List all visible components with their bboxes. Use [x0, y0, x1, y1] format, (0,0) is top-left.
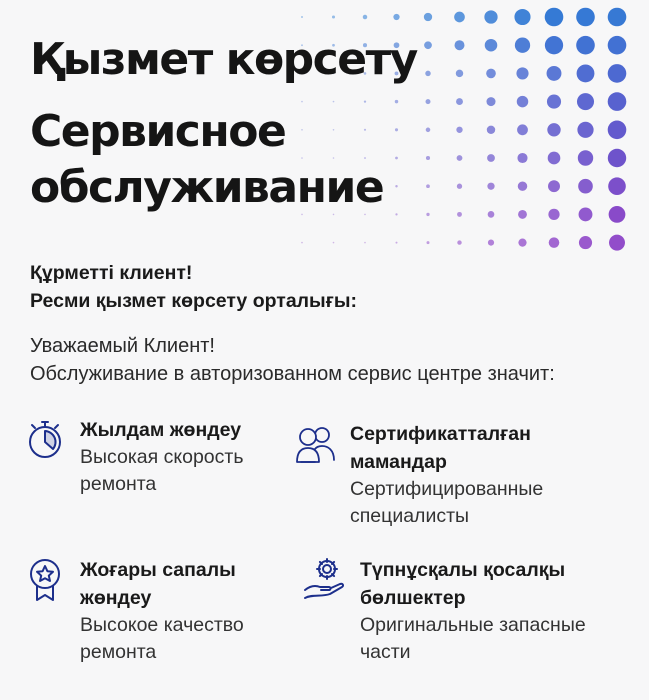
decorative-dot — [517, 124, 528, 135]
specialists-icon — [292, 420, 338, 466]
decorative-dot — [456, 98, 463, 105]
decorative-dot — [364, 129, 366, 131]
decorative-dot — [301, 242, 303, 244]
decorative-dot — [579, 236, 592, 249]
decorative-dot — [518, 181, 527, 190]
decorative-dot — [393, 14, 399, 20]
feature-desc: Оригинальные запасные — [360, 614, 586, 636]
decorative-dot — [486, 97, 495, 106]
decorative-dot — [333, 157, 335, 159]
decorative-dot — [363, 15, 367, 19]
feature-title: мамандар — [350, 451, 447, 473]
title-ru-line1: Сервисное — [30, 106, 286, 157]
decorative-dot — [576, 36, 595, 55]
decorative-dot — [457, 240, 461, 244]
decorative-dot — [424, 41, 432, 49]
decorative-dot — [395, 100, 398, 103]
decorative-dot — [579, 207, 593, 221]
decorative-dot — [301, 214, 303, 216]
decorative-dot — [395, 128, 398, 131]
decorative-dot — [364, 242, 366, 244]
feature-desc: ремонта — [80, 641, 157, 663]
decorative-dot — [518, 210, 527, 219]
service-center-ru: Обслуживание в авторизованном сервис центре значит: — [30, 363, 555, 385]
decorative-dot — [425, 71, 430, 76]
decorative-dot — [457, 212, 462, 217]
decorative-dot — [457, 184, 462, 189]
decorative-dot — [395, 157, 398, 160]
feature-desc: ремонта — [80, 473, 157, 495]
decorative-dot — [333, 101, 335, 103]
decorative-dot — [515, 38, 530, 53]
decorative-dot — [545, 36, 563, 54]
feature-title: Түпнұсқалы қосалқы — [360, 559, 566, 581]
decorative-dot — [364, 100, 366, 102]
decorative-dot — [333, 214, 335, 216]
decorative-dot — [426, 99, 431, 104]
decorative-dot — [332, 15, 335, 18]
decorative-dot — [608, 121, 627, 140]
decorative-dot — [518, 238, 526, 246]
decorative-dot — [333, 129, 335, 131]
decorative-dot — [457, 155, 463, 161]
decorative-dot — [545, 8, 564, 27]
decorative-dot — [301, 157, 303, 159]
feature-desc: Сертифицированные — [350, 478, 544, 500]
decorative-dot — [426, 156, 430, 160]
decorative-dot — [547, 123, 560, 136]
decorative-dot — [514, 9, 530, 25]
decorative-dot — [301, 101, 303, 103]
decorative-dot — [486, 69, 496, 79]
feature-desc: Высокая скорость — [80, 446, 244, 468]
decorative-dot — [487, 183, 494, 190]
decorative-dot — [426, 213, 429, 216]
decorative-dot — [547, 66, 562, 81]
decorative-dot — [484, 10, 497, 23]
decorative-dot — [609, 235, 625, 251]
decorative-dot — [301, 16, 303, 18]
decorative-dot — [548, 209, 559, 220]
decorative-dot — [608, 149, 626, 167]
decorative-dot — [426, 128, 431, 133]
decorative-dot — [608, 64, 627, 83]
feature-desc: Высокое качество — [80, 614, 244, 636]
decorative-dot — [364, 157, 366, 159]
decorative-dot — [364, 214, 366, 216]
decorative-dot — [395, 185, 397, 187]
star-badge-icon — [22, 556, 68, 602]
decorative-dot — [548, 180, 560, 192]
decorative-dot — [395, 213, 397, 215]
feature-title: Жылдам жөндеу — [80, 419, 242, 441]
decorative-dot — [576, 8, 595, 27]
title-kz: Қызмет көрсету — [30, 34, 417, 85]
decorative-dot — [485, 39, 498, 52]
gear-hand-icon — [302, 556, 348, 602]
decorative-dot — [548, 152, 561, 165]
decorative-dot — [608, 177, 626, 195]
decorative-dot — [333, 242, 335, 244]
decorative-dot — [455, 40, 465, 50]
decorative-dot — [424, 13, 432, 21]
decorative-dot — [454, 12, 465, 23]
decorative-dot — [578, 150, 593, 165]
decorative-dot — [516, 67, 528, 79]
feature-title: Сертификатталған — [350, 423, 531, 445]
decorative-dot — [577, 93, 594, 110]
decorative-dot — [547, 95, 561, 109]
greeting-kz: Құрметті клиент! — [30, 262, 193, 284]
title-ru-line2: обслуживание — [30, 162, 384, 213]
decorative-dot — [427, 241, 430, 244]
feature-title: бөлшектер — [360, 587, 466, 609]
decorative-dot — [517, 96, 528, 107]
decorative-dot — [488, 240, 494, 246]
feature-desc: специалисты — [350, 505, 470, 527]
feature-desc: части — [360, 641, 411, 663]
decorative-dot — [549, 237, 560, 248]
decorative-dot — [517, 153, 527, 163]
service-center-kz: Ресми қызмет көрсету орталығы: — [30, 290, 357, 312]
feature-title: жөндеу — [80, 587, 152, 609]
decorative-dot — [608, 36, 627, 55]
decorative-dot — [426, 184, 430, 188]
decorative-dot — [608, 92, 627, 111]
decorative-dot — [456, 70, 463, 77]
greeting-ru: Уважаемый Клиент! — [30, 335, 215, 357]
stopwatch-icon — [22, 416, 68, 462]
decorative-dot — [609, 206, 626, 223]
decorative-dot — [577, 122, 593, 138]
decorative-dot — [396, 242, 398, 244]
decorative-dot — [608, 8, 627, 27]
feature-title: Жоғары сапалы — [80, 559, 236, 581]
decorative-dot — [488, 211, 495, 218]
decorative-dot — [487, 154, 495, 162]
decorative-dot — [577, 64, 595, 82]
decorative-dot — [487, 126, 495, 134]
decorative-dot — [456, 127, 462, 133]
decorative-dot — [578, 179, 593, 194]
decorative-dot — [301, 129, 303, 131]
